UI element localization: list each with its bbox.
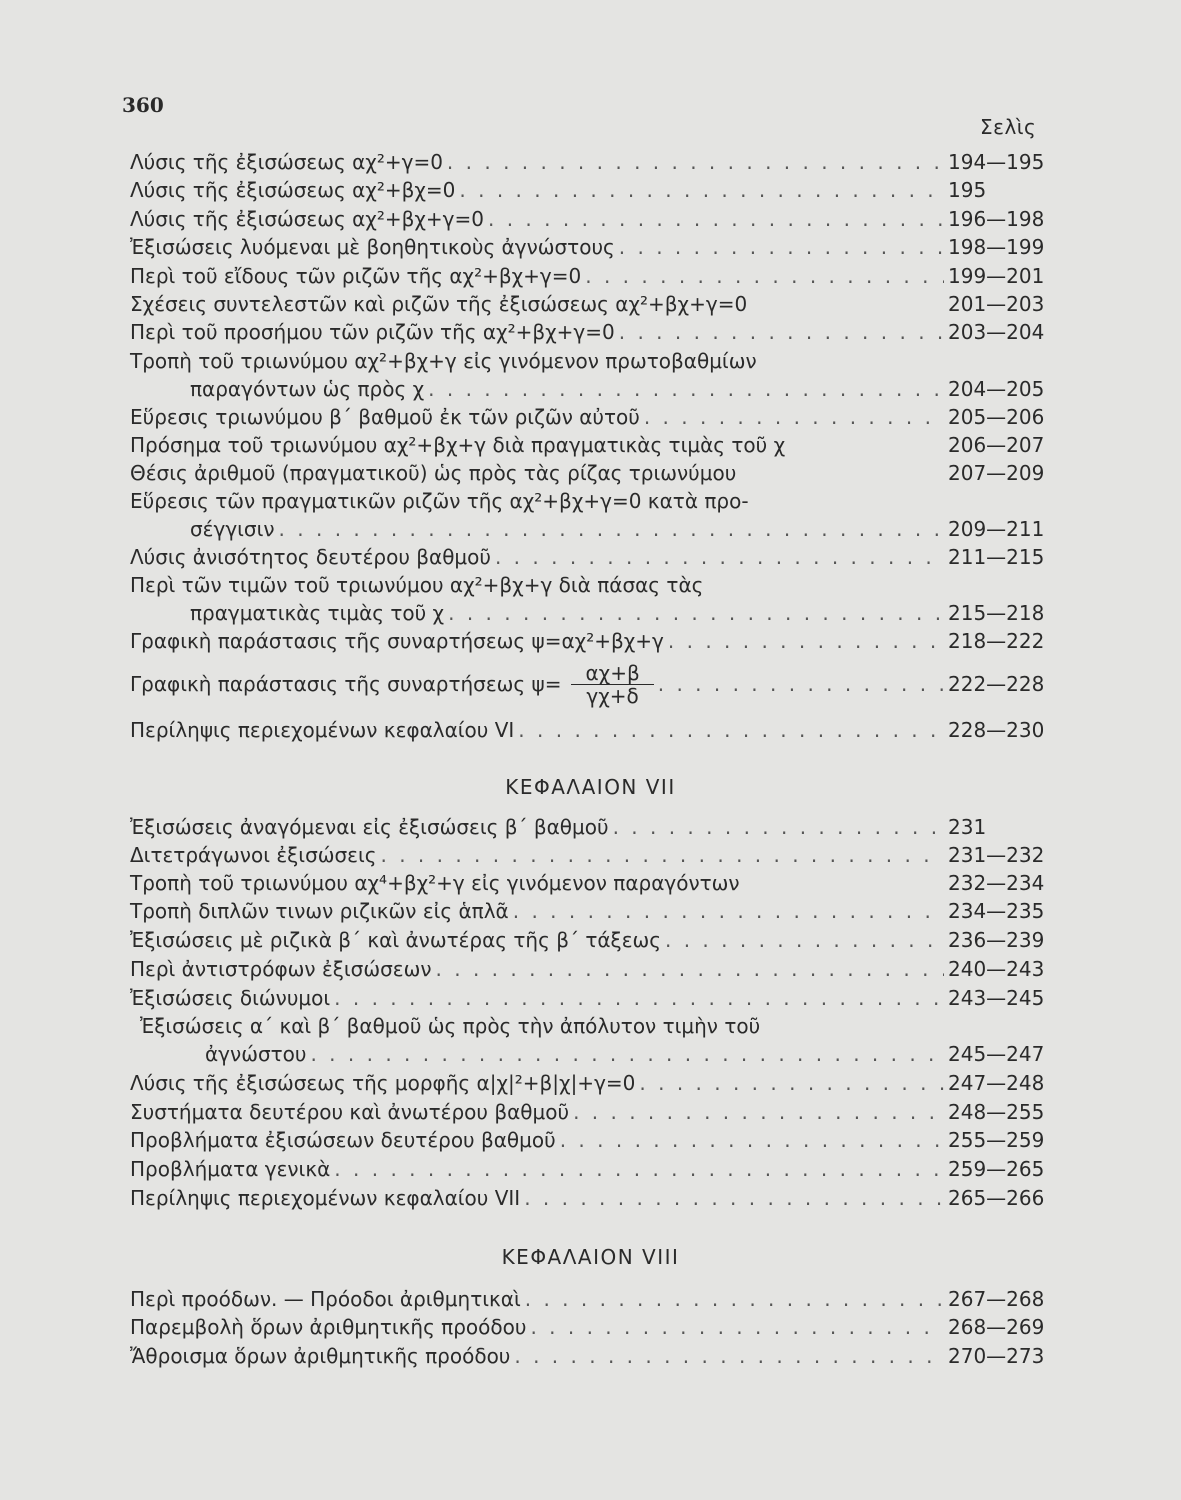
entry-pages: 247—248 [948,1071,1045,1095]
entry-pages: 236—239 [948,928,1045,952]
toc-entry [190,599,1060,627]
toc-entry [205,1040,1060,1068]
entry-title: Περίληψις περιεχομένων κεφαλαίου VII [130,1186,521,1210]
entry-pages: 234—235 [948,899,1045,923]
entry-pages: 203—204 [948,320,1045,344]
entry-pages: 198—199 [948,235,1045,259]
leader-dots [447,148,944,176]
toc-entry [130,176,1060,204]
entry-title: Ἐξισώσεις λυόμεναι μὲ βοηθητικοὺς ἀγνώστους [130,235,615,259]
entry-title: Λύσις ἀνισότητος δευτέρου βαθμοῦ [130,545,491,569]
leader-dots [518,716,944,744]
entry-title-continuation: σέγγισιν [190,517,275,541]
leader-dots [334,1155,944,1183]
toc-entry [130,716,1060,744]
leader-dots [334,984,944,1012]
leader-dots [573,1098,944,1126]
toc-entry [130,403,1060,431]
entry-title-continuation: παραγόντων ὡς πρὸς χ [190,377,425,401]
leader-dots [459,176,944,204]
entry-pages: 215—218 [948,601,1045,625]
toc-entry [130,318,1060,346]
entry-title: Ἐξισώσεις α΄ καὶ β΄ βαθμοῦ ὡς πρὸς τὴν ἀπόλυτον τιμὴν τοῦ [140,1014,761,1038]
toc-entry [130,627,1060,655]
fraction [571,662,653,707]
toc-entry [130,205,1060,233]
leader-dots [428,375,944,403]
leader-dots [513,897,944,925]
entry-pages: 267—268 [948,1287,1045,1311]
toc-entry [130,543,1060,571]
leader-dots [448,599,944,627]
entry-title: Περὶ τῶν τιμῶν τοῦ τριωνύμου αχ²+βχ+γ διὰ πάσας τὰς [130,573,704,597]
entry-pages: 231 [948,815,987,839]
entry-pages: 259—265 [948,1157,1045,1181]
entry-pages: 196—198 [948,207,1045,231]
entry-title: Περίληψις περιεχομένων κεφαλαίου VI [130,718,515,742]
entry-title: Περὶ τοῦ προσήμου τῶν ριζῶν τῆς αχ²+βχ+γ=0 [130,320,615,344]
entry-title: Περὶ τοῦ εἴδους τῶν ριζῶν τῆς αχ²+βχ+γ=0 [130,264,582,288]
toc-entry [130,1313,1060,1341]
toc-entry [130,1155,1060,1183]
entry-title: Περὶ ἀντιστρόφων ἐξισώσεων [130,957,432,981]
entry-title: Σχέσεις συντελεστῶν καὶ ριζῶν τῆς ἐξισώσεως αχ²+βχ+γ=0 [130,292,748,316]
toc-entry [130,926,1060,954]
entry-title: Τροπὴ τοῦ τριωνύμου αχ²+βχ+γ εἰς γινόμενον πρωτοβαθμίων [130,349,757,373]
entry-title-continuation: ἀγνώστου [205,1042,307,1066]
leader-dots [524,1184,944,1212]
toc-entry [130,984,1060,1012]
leader-dots [613,813,944,841]
entry-title: Ἐξισώσεις μὲ ριζικὰ β΄ καὶ ἀνωτέρας τῆς β΄ τάξεως [130,928,661,952]
entry-pages: 245—247 [948,1042,1045,1066]
entry-pages: 199—201 [948,264,1045,288]
entry-pages: 195 [948,178,987,202]
leader-dots [639,1069,944,1097]
entry-title: Λύσις τῆς ἐξισώσεως αχ²+βχ+γ=0 [130,207,484,231]
entry-title: Εὕρεσις τῶν πραγματικῶν ριζῶν τῆς αχ²+βχ+γ=0 κατὰ προ- [130,489,749,513]
leader-dots [530,1313,944,1341]
toc-entry [130,1184,1060,1212]
entry-title: Ἄθροισμα ὅρων ἀριθμητικῆς προόδου [130,1344,511,1368]
leader-dots [619,233,944,261]
entry-title: Παρεμβολὴ ὅρων ἀριθμητικῆς προόδου [130,1315,527,1339]
entry-pages: 211—215 [948,545,1045,569]
leader-dots [585,262,944,290]
entry-title: Λύσις τῆς ἐξισώσεως τῆς μορφῆς α|χ|²+β|χ|+γ=0 [130,1071,636,1095]
leader-dots [436,955,944,983]
leader-dots [525,1285,944,1313]
toc-entry [130,148,1060,176]
entry-title: Γραφικὴ παράστασις τῆς συναρτήσεως ψ=αχ²+βχ+γ [130,629,664,653]
entry-title: Συστήματα δευτέρου καὶ ἀνωτέρου βαθμοῦ [130,1100,570,1124]
toc-entry [190,375,1060,403]
toc-entry [130,459,1060,487]
chapter-heading: ΚΕΦΑΛΑΙΟΝ VIII [501,1245,680,1269]
entry-title: Εὕρεσις τριωνύμου β΄ βαθμοῦ ἐκ τῶν ριζῶν αὐτοῦ [130,405,640,429]
toc-entry [130,431,1060,459]
entry-title: Λύσις τῆς ἐξισώσεως αχ²+βχ=0 [130,178,456,202]
toc-entry [130,290,1060,318]
entry-pages: 240—243 [948,957,1045,981]
leader-dots [560,1126,944,1154]
entry-title-continuation: πραγματικὰς τιμὰς τοῦ χ [190,601,445,625]
entry-title: Ἐξισώσεις διώνυμοι [130,986,331,1010]
entry-pages: 206—207 [948,433,1045,457]
entry-pages: 205—206 [948,405,1045,429]
entry-pages: 222—228 [948,672,1045,696]
toc-entry [130,955,1060,983]
toc-entry [130,1126,1060,1154]
entry-pages: 265—266 [948,1186,1045,1210]
toc-entry [130,662,1060,706]
entry-title: Λύσις τῆς ἐξισώσεως αχ²+γ=0 [130,150,443,174]
entry-pages: 243—245 [948,986,1045,1010]
entry-pages: 209—211 [948,517,1045,541]
entry-pages: 218—222 [948,629,1045,653]
page-number: 360 [122,93,164,117]
entry-pages: 232—234 [948,871,1045,895]
entry-title: Ἐξισώσεις ἀναγόμεναι εἰς ἐξισώσεις β΄ βαθμοῦ [130,815,609,839]
leader-dots [619,318,944,346]
leader-dots [514,1342,944,1370]
entry-title: Τροπὴ τοῦ τριωνύμου αχ⁴+βχ²+γ εἰς γινόμενον παραγόντων [130,871,740,895]
entry-pages: 194—195 [948,150,1045,174]
leader-dots [488,205,944,233]
entry-title: Πρόσημα τοῦ τριωνύμου αχ²+βχ+γ διὰ πραγματικὰς τιμὰς τοῦ χ [130,433,786,457]
entry-pages: 201—203 [948,292,1045,316]
entry-pages: 228—230 [948,718,1045,742]
entry-pages: 204—205 [948,377,1045,401]
leader-dots [495,543,944,571]
entry-pages: 255—259 [948,1128,1045,1152]
entry-pages: 270—273 [948,1344,1045,1368]
toc-entry [190,515,1060,543]
chapter-heading: ΚΕΦΑΛΑΙΟΝ VII [505,775,676,799]
leader-dots [644,403,944,431]
entry-title: Τροπὴ διπλῶν τινων ριζικῶν εἰς ἁπλᾶ [130,899,509,923]
leader-dots [279,515,944,543]
toc-entry [130,1098,1060,1126]
entry-title: Θέσις ἀριθμοῦ (πραγματικοῦ) ὡς πρὸς τὰς ρίζας τριωνύμου [130,461,737,485]
leader-dots [665,926,944,954]
leader-dots [658,673,944,695]
toc-entry [130,1342,1060,1370]
entry-title: Προβλήματα ἐξισώσεων δευτέρου βαθμοῦ [130,1128,556,1152]
entry-pages: 268—269 [948,1315,1045,1339]
fraction-numerator: αχ+β [571,662,653,685]
toc-entry [130,1285,1060,1313]
column-header: Σελὶς [980,115,1037,139]
entry-title: Γραφικὴ παράστασις τῆς συναρτήσεως ψ= [130,672,562,696]
entry-title: Προβλήματα γενικὰ [130,1157,331,1181]
entry-pages: 248—255 [948,1100,1045,1124]
leader-dots [668,627,944,655]
leader-dots [310,1040,944,1068]
entry-pages: 231—232 [948,843,1045,867]
toc-entry [130,813,1060,841]
toc-entry [130,869,1060,897]
entry-pages: 207—209 [948,461,1045,485]
toc-entry [130,897,1060,925]
toc-entry [130,233,1060,261]
leader-dots [380,841,944,869]
toc-entry [130,1069,1060,1097]
entry-title: Περὶ προόδων. — Πρόοδοι ἀριθμητικαὶ [130,1287,521,1311]
entry-title: Διτετράγωνοι ἐξισώσεις [130,843,377,867]
toc-entry [130,262,1060,290]
fraction-denominator: γχ+δ [586,683,639,708]
toc-entry [130,841,1060,869]
